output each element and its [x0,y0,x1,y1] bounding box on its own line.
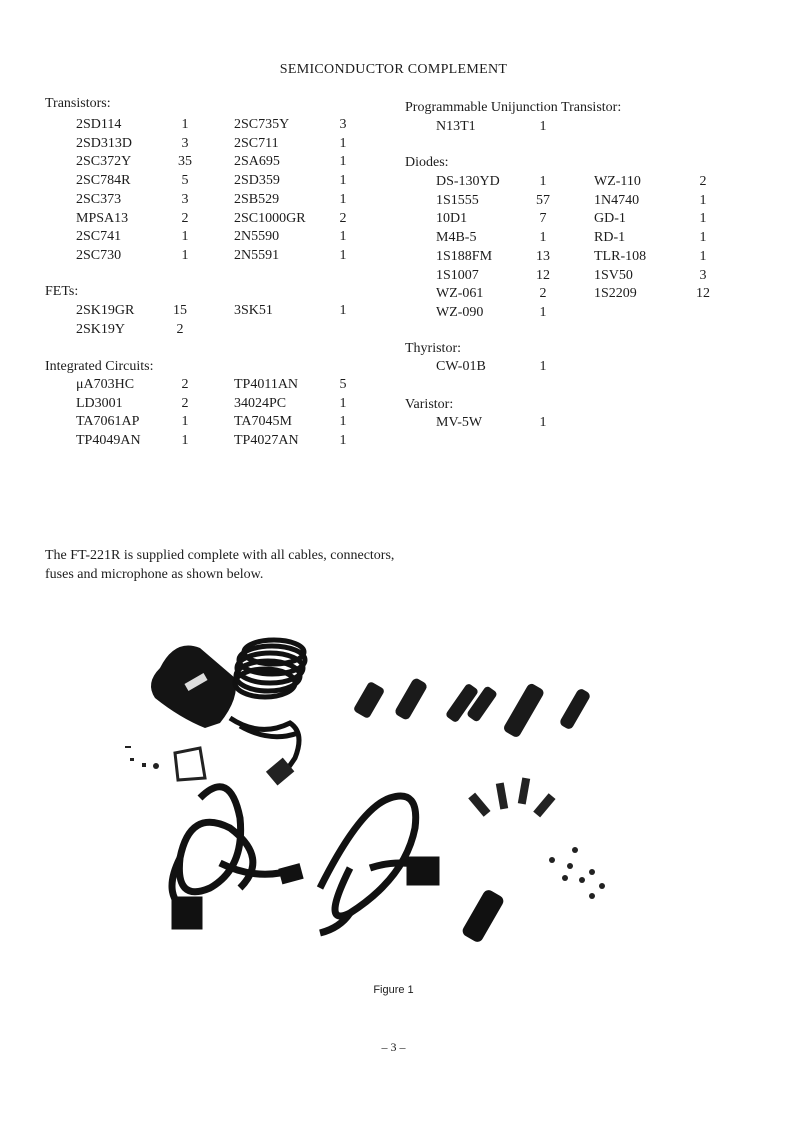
part-number: 2SC1000GR [234,210,306,226]
part-number: 2SK19GR [76,303,135,318]
part-quantity: 2 [181,395,189,411]
part-number: 1S1007 [436,267,479,283]
small-parts-image [125,746,205,780]
spare-parts-image [549,847,605,899]
part-number: GD-1 [594,211,626,227]
part-quantity: 1 [339,395,347,411]
part-number: 1N4740 [594,192,640,208]
diodes-heading: Diodes: [405,155,449,170]
part-number: 34024PC [234,395,287,411]
part-quantity: 1 [539,415,547,430]
part-number: TP4049AN [76,433,141,449]
part-number: TP4011AN [234,377,299,392]
part-number: LD3001 [76,395,123,411]
part-number: 2SC741 [76,229,122,245]
part-number: WZ-110 [594,174,641,189]
part-quantity: 3 [181,191,189,207]
part-number: RD-1 [594,230,626,246]
part-quantity: 1 [699,248,707,264]
part-quantity: 1 [339,229,347,245]
part-quantity: 1 [181,229,189,245]
part-quantity: 1 [181,433,189,449]
part-quantity: 2 [181,377,189,392]
connectors-image [353,677,592,739]
fets-heading: FETs: [45,284,79,299]
part-quantity: 1 [339,433,347,449]
microphone-image [151,640,305,786]
part-quantity: 15 [173,303,187,318]
part-quantity: 12 [536,267,550,283]
figure-caption: Figure 1 [373,984,414,996]
part-number: MPSA13 [76,210,129,226]
part-number: M4B-5 [436,230,477,246]
part-number: TA7045M [234,414,292,430]
part-number: 2SD359 [234,173,280,189]
part-quantity: 1 [699,230,707,246]
part-number: DS-130YD [436,174,500,189]
part-quantity: 2 [181,210,189,226]
part-number: 2SC735Y [234,117,290,132]
power-cable-image [172,787,304,926]
part-number: WZ-061 [436,286,484,302]
part-number: WZ-090 [436,304,484,320]
part-quantity: 1 [539,359,547,374]
page-number: – 3 – [381,1040,406,1054]
part-quantity: 2 [176,321,184,337]
part-number: 2SC730 [76,247,122,263]
part-quantity: 1 [699,211,707,227]
fuses-image [468,778,555,818]
accessories-photo [120,628,640,958]
part-number: 1SV50 [594,267,633,283]
part-quantity: 1 [339,303,347,318]
dc-cable-image [320,796,436,933]
part-quantity: 57 [536,192,550,208]
part-quantity: 1 [339,191,347,207]
part-number: 2N5590 [234,229,280,245]
part-number: 1S188FM [436,248,493,264]
part-number: TP4027AN [234,433,299,449]
page-title: SEMICONDUCTOR COMPLEMENT [279,62,508,77]
part-quantity: 35 [178,154,192,170]
part-quantity: 5 [339,377,347,392]
part-quantity: 1 [539,230,547,246]
puj-heading: Programmable Unijunction Transistor: [405,100,622,115]
intro-paragraph: The FT-221R is supplied complete with all cables, connectors, fuses and microphone as shown below. [45,548,395,582]
plug-image [460,888,505,944]
part-number: 1S2209 [594,286,637,302]
part-number: 2SD313D [76,135,133,151]
thyristor-heading: Thyristor: [405,341,461,356]
part-quantity: 5 [181,173,189,189]
part-number: 2SK19Y [76,321,126,337]
part-number: 2SA695 [234,154,280,170]
part-number: N13T1 [436,119,476,134]
part-quantity: 1 [699,192,707,208]
part-quantity: 12 [696,286,710,302]
part-number: 2SC373 [76,191,122,207]
part-number: 2SC372Y [76,154,132,170]
varistor-heading: Varistor: [405,397,454,412]
part-number: TLR-108 [594,248,647,264]
part-number: TA7061AP [76,414,140,430]
part-number: 3SK51 [234,303,273,318]
part-number: CW-01B [436,359,486,374]
part-quantity: 3 [339,117,347,132]
part-number: 10D1 [436,211,468,227]
part-quantity: 1 [339,154,347,170]
part-number: 1S1555 [436,192,479,208]
part-number: MV-5W [436,415,483,430]
part-quantity: 1 [339,135,347,151]
part-number: 2SD114 [76,117,122,132]
part-quantity: 3 [181,135,189,151]
part-quantity: 1 [181,247,189,263]
part-quantity: 1 [339,414,347,430]
part-number: 2N5591 [234,247,280,263]
part-number: 2SB529 [234,191,280,207]
part-quantity: 1 [539,119,547,134]
part-quantity: 7 [539,211,547,227]
part-quantity: 1 [539,174,547,189]
part-quantity: 2 [539,286,547,302]
transistors-heading: Transistors: [45,96,111,111]
ics-heading: Integrated Circuits: [45,359,154,374]
part-number: μA703HC [76,377,135,392]
part-quantity: 1 [181,117,189,132]
part-quantity: 1 [539,304,547,320]
part-number: 2SC711 [234,135,279,151]
part-quantity: 3 [699,267,707,283]
part-quantity: 2 [339,210,347,226]
part-quantity: 1 [181,414,189,430]
part-quantity: 1 [339,173,347,189]
part-quantity: 2 [699,174,707,189]
part-number: 2SC784R [76,173,131,189]
part-quantity: 1 [339,247,347,263]
part-quantity: 13 [536,248,550,264]
